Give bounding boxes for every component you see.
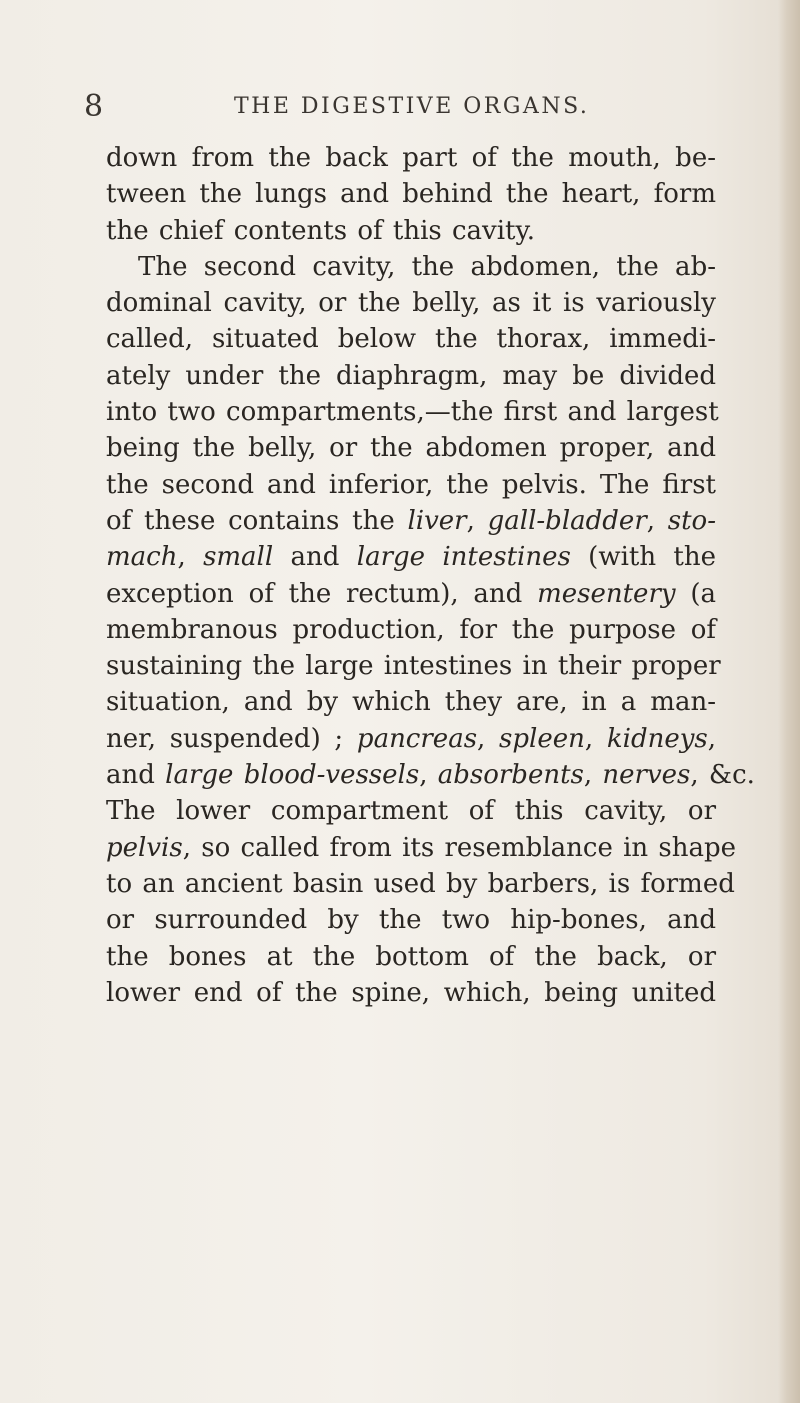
italic-term: sto-	[667, 505, 716, 536]
text-run: ,	[419, 760, 438, 791]
italic-term: spleen	[499, 723, 585, 754]
text-run: (a	[675, 578, 716, 609]
italic-term: pancreas	[356, 723, 478, 754]
text-run: exception of the rectum), and	[106, 578, 538, 609]
text-line: ately under the diaphragm, may be divided	[106, 360, 716, 391]
text-run: ,	[646, 505, 668, 536]
italic-term: nerves	[602, 760, 691, 791]
text-line	[106, 576, 716, 612]
text-run: ,	[177, 542, 204, 573]
text-line: The second cavity, the abdomen, the ab-	[138, 251, 716, 282]
italic-term: pelvis	[106, 832, 183, 863]
italic-term: mach	[106, 542, 178, 573]
text-line: down from the back part of the mouth, be-	[106, 143, 716, 173]
text-run: ,	[477, 723, 500, 754]
italic-term: liver	[407, 505, 467, 536]
text-run: ,	[584, 723, 607, 754]
text-run: ,	[466, 505, 488, 536]
page-header	[84, 87, 724, 127]
text-line	[106, 757, 755, 793]
text-line: the chief contents of this cavity.	[106, 215, 536, 246]
text-line: into two compartments,—the first and largest	[106, 397, 719, 428]
text-line: membranous production, for the purpose of	[106, 614, 716, 645]
italic-term: mesentery	[537, 578, 676, 609]
text-line: dominal cavity, or the belly, as it is variously	[106, 288, 716, 319]
text-line	[106, 503, 716, 539]
page-edge-shadow	[778, 0, 800, 1403]
text-run: ,	[583, 760, 603, 791]
text-run: and	[273, 542, 357, 573]
text-line	[106, 721, 716, 757]
text-line: the second and inferior, the pelvis. The first	[106, 469, 716, 500]
text-line: sustaining the large intestines in their proper	[106, 651, 721, 682]
italic-term: gall-bladder	[487, 505, 647, 536]
text-run: ner, suspended) ;	[106, 723, 357, 754]
text-line: the bones at the bottom of the back, or	[106, 941, 716, 972]
text-line: being the belly, or the abdomen proper, and	[106, 433, 716, 464]
text-line: situation, and by which they are, in a man-	[106, 687, 716, 718]
text-line: tween the lungs and behind the heart, form	[106, 179, 716, 210]
text-run: of these contains the	[106, 505, 408, 536]
italic-term: kidneys	[606, 723, 708, 754]
text-line	[106, 830, 737, 866]
italic-term: large intestines	[356, 542, 571, 573]
text-line: to an ancient basin used by barbers, is formed	[106, 868, 735, 899]
text-run: , &c.	[690, 760, 755, 791]
text-line: called, situated below the thorax, immedi-	[106, 324, 716, 355]
text-run: , so called from its resemblance in shape	[182, 832, 737, 863]
text-line: lower end of the spine, which, being united	[106, 977, 716, 1008]
text-line	[106, 539, 716, 575]
page-number: 8	[84, 89, 104, 124]
text-run: and	[106, 760, 166, 791]
text-line: The lower compartment of this cavity, or	[106, 796, 716, 827]
italic-term: absorbents	[437, 760, 584, 791]
text-line: or surrounded by the two hip-bones, and	[106, 905, 716, 936]
italic-term: small	[203, 542, 274, 573]
text-run: ,	[707, 723, 717, 754]
body-text	[106, 140, 755, 1011]
running-head: THE DIGESTIVE ORGANS.	[234, 94, 590, 119]
text-run: (with the	[570, 542, 716, 573]
italic-term: large blood-vessels	[165, 760, 420, 791]
